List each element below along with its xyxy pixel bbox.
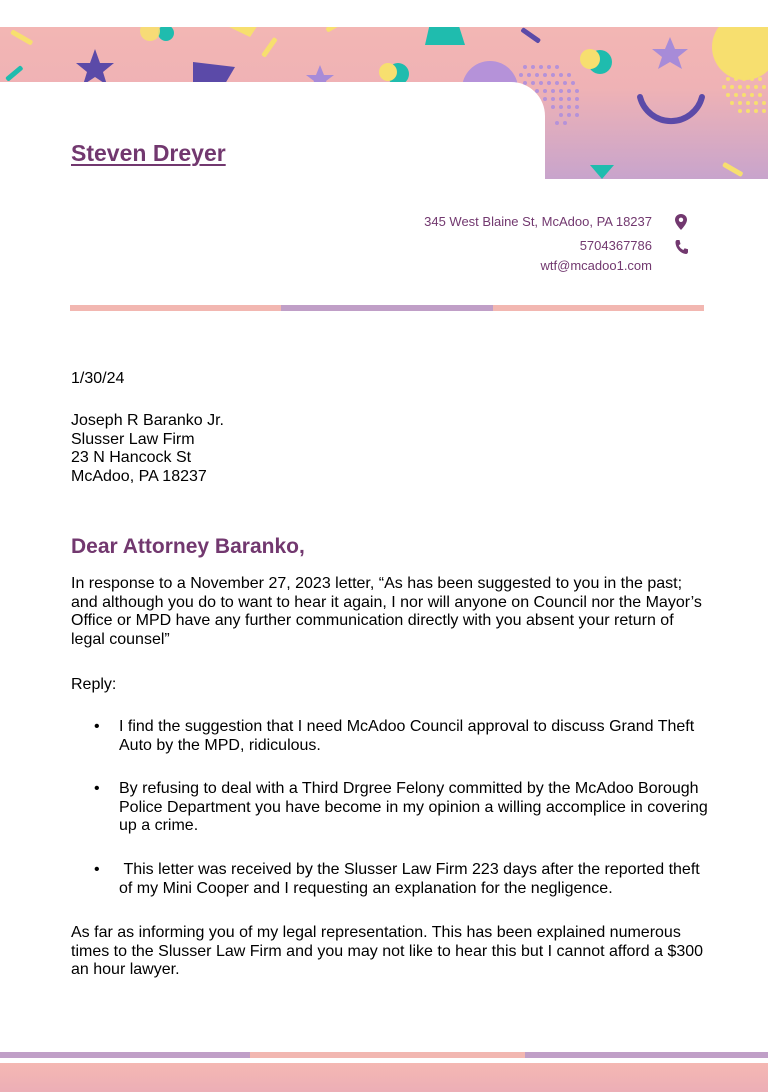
list-item — [71, 780, 711, 836]
phone-icon — [673, 238, 689, 256]
sender-email[interactable]: wtf@mcadoo1.com — [540, 258, 652, 273]
reply-bullet-list — [71, 718, 711, 923]
footer-divider — [0, 1052, 768, 1058]
location-pin-icon — [673, 213, 689, 231]
sender-phone: 5704367786 — [579, 238, 652, 253]
letter-date: 1/30/24 — [71, 370, 125, 387]
salutation: Dear Attorney Baranko, — [71, 535, 305, 558]
bullet-text: I find the suggestion that I need McAdoo Council approval to discuss Grand Theft Auto by the MPD, ridiculous. — [119, 718, 695, 754]
list-item — [71, 861, 711, 898]
bullet-icon: • — [94, 718, 100, 735]
recipient-city: McAdoo, PA 18237 — [71, 467, 207, 485]
body-paragraph-2: As far as informing you of my legal representation. This has been explained numerous times to the Slusser Law Firm and you may not like to hear this but I cannot afford a $300 an hour lawyer. — [71, 924, 704, 979]
bullet-icon: • — [94, 860, 100, 878]
reply-label: Reply: — [71, 676, 117, 693]
header-white-card — [0, 82, 545, 192]
recipient-block — [71, 412, 224, 486]
sender-name: Steven Dreyer — [71, 140, 226, 166]
sender-address: 345 West Blaine St, McAdoo, PA 18237 — [424, 214, 652, 229]
bullet-icon: • — [94, 780, 100, 798]
recipient-name: Joseph R Baranko Jr. — [71, 412, 224, 429]
bullet-text: This letter was received by the Slusser Law Firm 223 days after the reported theft of my Mini Cooper and I requesting an explanation for the negligence. — [119, 860, 705, 897]
footer-band — [0, 1063, 768, 1092]
recipient-street: 23 N Hancock St — [71, 449, 192, 467]
header-divider — [70, 305, 704, 311]
body-paragraph-1: In response to a November 27, 2023 letter, “As has been suggested to you in the past; and although you do to want to hear it again, I nor will anyone on Council nor the Mayor’s Office or MPD have any further communication directly with you absent your return of legal counsel” — [71, 575, 702, 648]
bullet-text: By refusing to deal with a Third Drgree Felony committed by the McAdoo Borough Police Department you have become in my opinion a willing accomplice in covering up a crime. — [119, 780, 708, 835]
recipient-firm: Slusser Law Firm — [71, 430, 195, 448]
list-item — [71, 718, 711, 755]
